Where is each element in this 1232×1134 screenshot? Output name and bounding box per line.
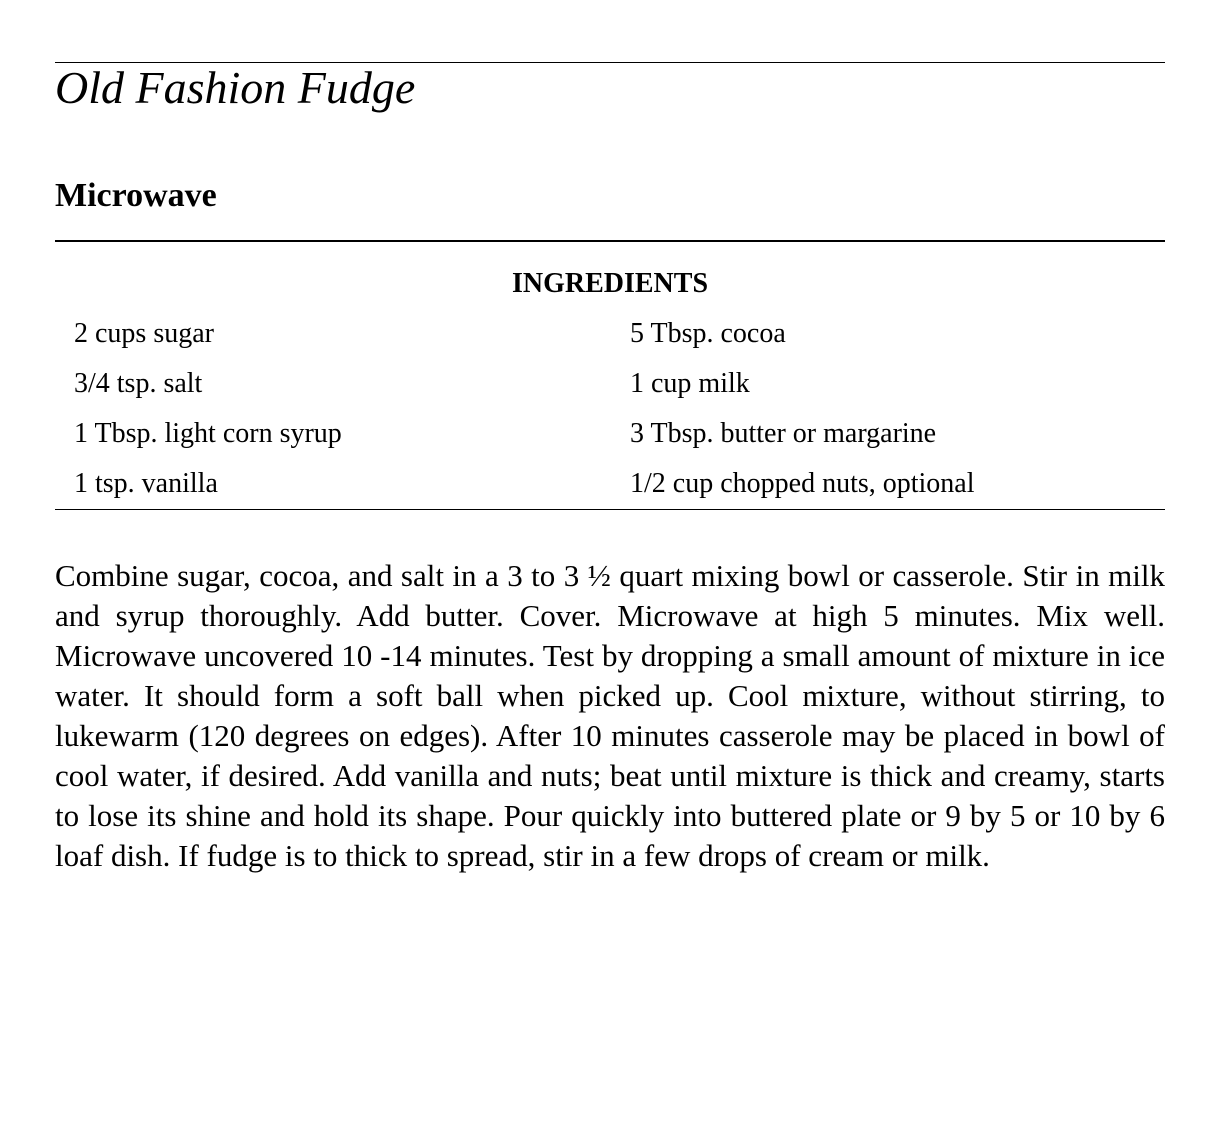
ingredient-item: 3/4 tsp. salt bbox=[74, 368, 203, 399]
recipe-title: Old Fashion Fudge bbox=[55, 62, 416, 113]
ingredients-bottom-divider bbox=[55, 509, 1165, 510]
ingredients-heading: INGREDIENTS bbox=[511, 268, 709, 299]
ingredient-item: 2 cups sugar bbox=[74, 318, 214, 349]
recipe-instructions: Combine sugar, cocoa, and salt in a 3 to 3 ½ quart mixing bowl or casserole. Stir in milk and syrup thoroughly. Add butter. Cover. Microwave at high 5 minutes. Mix well. Microwave uncovered 10 -14 minutes. Test by dropping a small amount of mixture in ice water. It should form a soft ball when picked up. Cool mixture, without stirring, to lukewarm (120 degrees on edges). After 10 minutes casserole may be placed in bowl of cool water, if desired. Add vanilla and nuts; beat until mixture is thick and creamy, starts to lose its shine and hold its shape. Pour quickly into buttered plate or 9 by 5 or 10 by 6 loaf dish. If fudge is to thick to spread, stir in a few drops of cream or milk. bbox=[55, 558, 1165, 873]
ingredient-row bbox=[74, 416, 1165, 466]
ingredient-item: 1 tsp. vanilla bbox=[74, 468, 218, 499]
ingredient-item: 5 Tbsp. cocoa bbox=[630, 318, 786, 349]
ingredient-row bbox=[74, 366, 1165, 416]
ingredient-item: 1 Tbsp. light corn syrup bbox=[74, 418, 342, 449]
section-divider bbox=[55, 240, 1165, 242]
recipe-method: Microwave bbox=[55, 177, 217, 214]
ingredient-item: 1/2 cup chopped nuts, optional bbox=[630, 468, 975, 499]
ingredient-item: 3 Tbsp. butter or margarine bbox=[630, 418, 937, 449]
ingredient-item: 1 cup milk bbox=[630, 368, 750, 399]
ingredient-row bbox=[74, 316, 1165, 366]
ingredients-list bbox=[74, 316, 1165, 516]
